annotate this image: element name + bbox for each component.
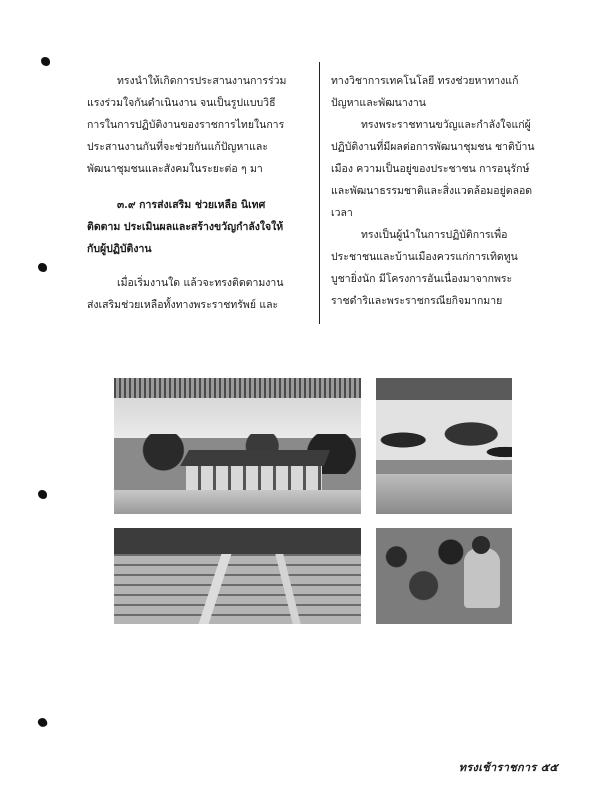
page-footer: ทรงเช้าราชการ ๕๕ bbox=[458, 761, 558, 774]
column-divider bbox=[319, 62, 320, 324]
right-text-column bbox=[331, 70, 536, 312]
binder-hole-mark bbox=[38, 490, 47, 499]
body-paragraph: ทรงเป็นผู้นำในการปฏิบัติการเพื่อประชาชนและบ้านเมืองควรแก่การเทิดทูนบูชายิ่งนัก มีโครงการอันเนื่องมาจากพระราชดำริและพระราชกรณียกิจมากมาย bbox=[331, 229, 518, 307]
binder-hole-mark bbox=[38, 263, 47, 272]
binder-hole-mark bbox=[37, 717, 49, 729]
body-paragraph: เมื่อเริ่มงานใด แล้วจะทรงติดตามงานส่งเสริมช่วยเหลือทั้งทางพระราชทรัพย์ และ bbox=[87, 277, 284, 311]
left-text-column bbox=[87, 70, 292, 316]
photo-worker-with-plants bbox=[376, 528, 512, 624]
body-paragraph: ทรงนำให้เกิดการประสานงานการร่วมแรงร่วมใจกันดำเนินงาน จนเป็นรูปแบบวิธีการในการปฏิบัติงานของราชการไทยในการประสานงานกันที่จะช่วยกันแก้ปัญหาและพัฒนาชุมชนและสังคมในระยะต่อ ๆ มา bbox=[87, 75, 287, 175]
body-paragraph: ทรงพระราชทานขวัญและกำลังใจแก่ผู้ปฏิบัติงานที่มีผลต่อการพัฒนาชุมชน ชาติบ้านเมือง ความเป็นอยู่ของประชาชน การอนุรักษ์และพัฒนาธรรมชาติและสิ่งแวดล้อมอยู่ตลอดเวลา bbox=[331, 119, 535, 219]
body-paragraph: ทางวิชาการเทคโนโลยี ทรงช่วยหาทางแก้ปัญหาและพัฒนางาน bbox=[331, 75, 519, 109]
section-heading: ๓.๙ การส่งเสริม ช่วยเหลือ นิเทศ ติดตาม ประเมินผลและสร้างขวัญกำลังใจให้กับผู้ปฏิบัติงาน bbox=[87, 199, 284, 255]
photo-collage bbox=[114, 378, 512, 624]
photo-seedling-beds bbox=[114, 528, 361, 624]
photo-building-with-palms bbox=[114, 378, 361, 514]
photo-coconut-palms bbox=[376, 378, 512, 514]
binder-hole-mark bbox=[41, 57, 50, 66]
